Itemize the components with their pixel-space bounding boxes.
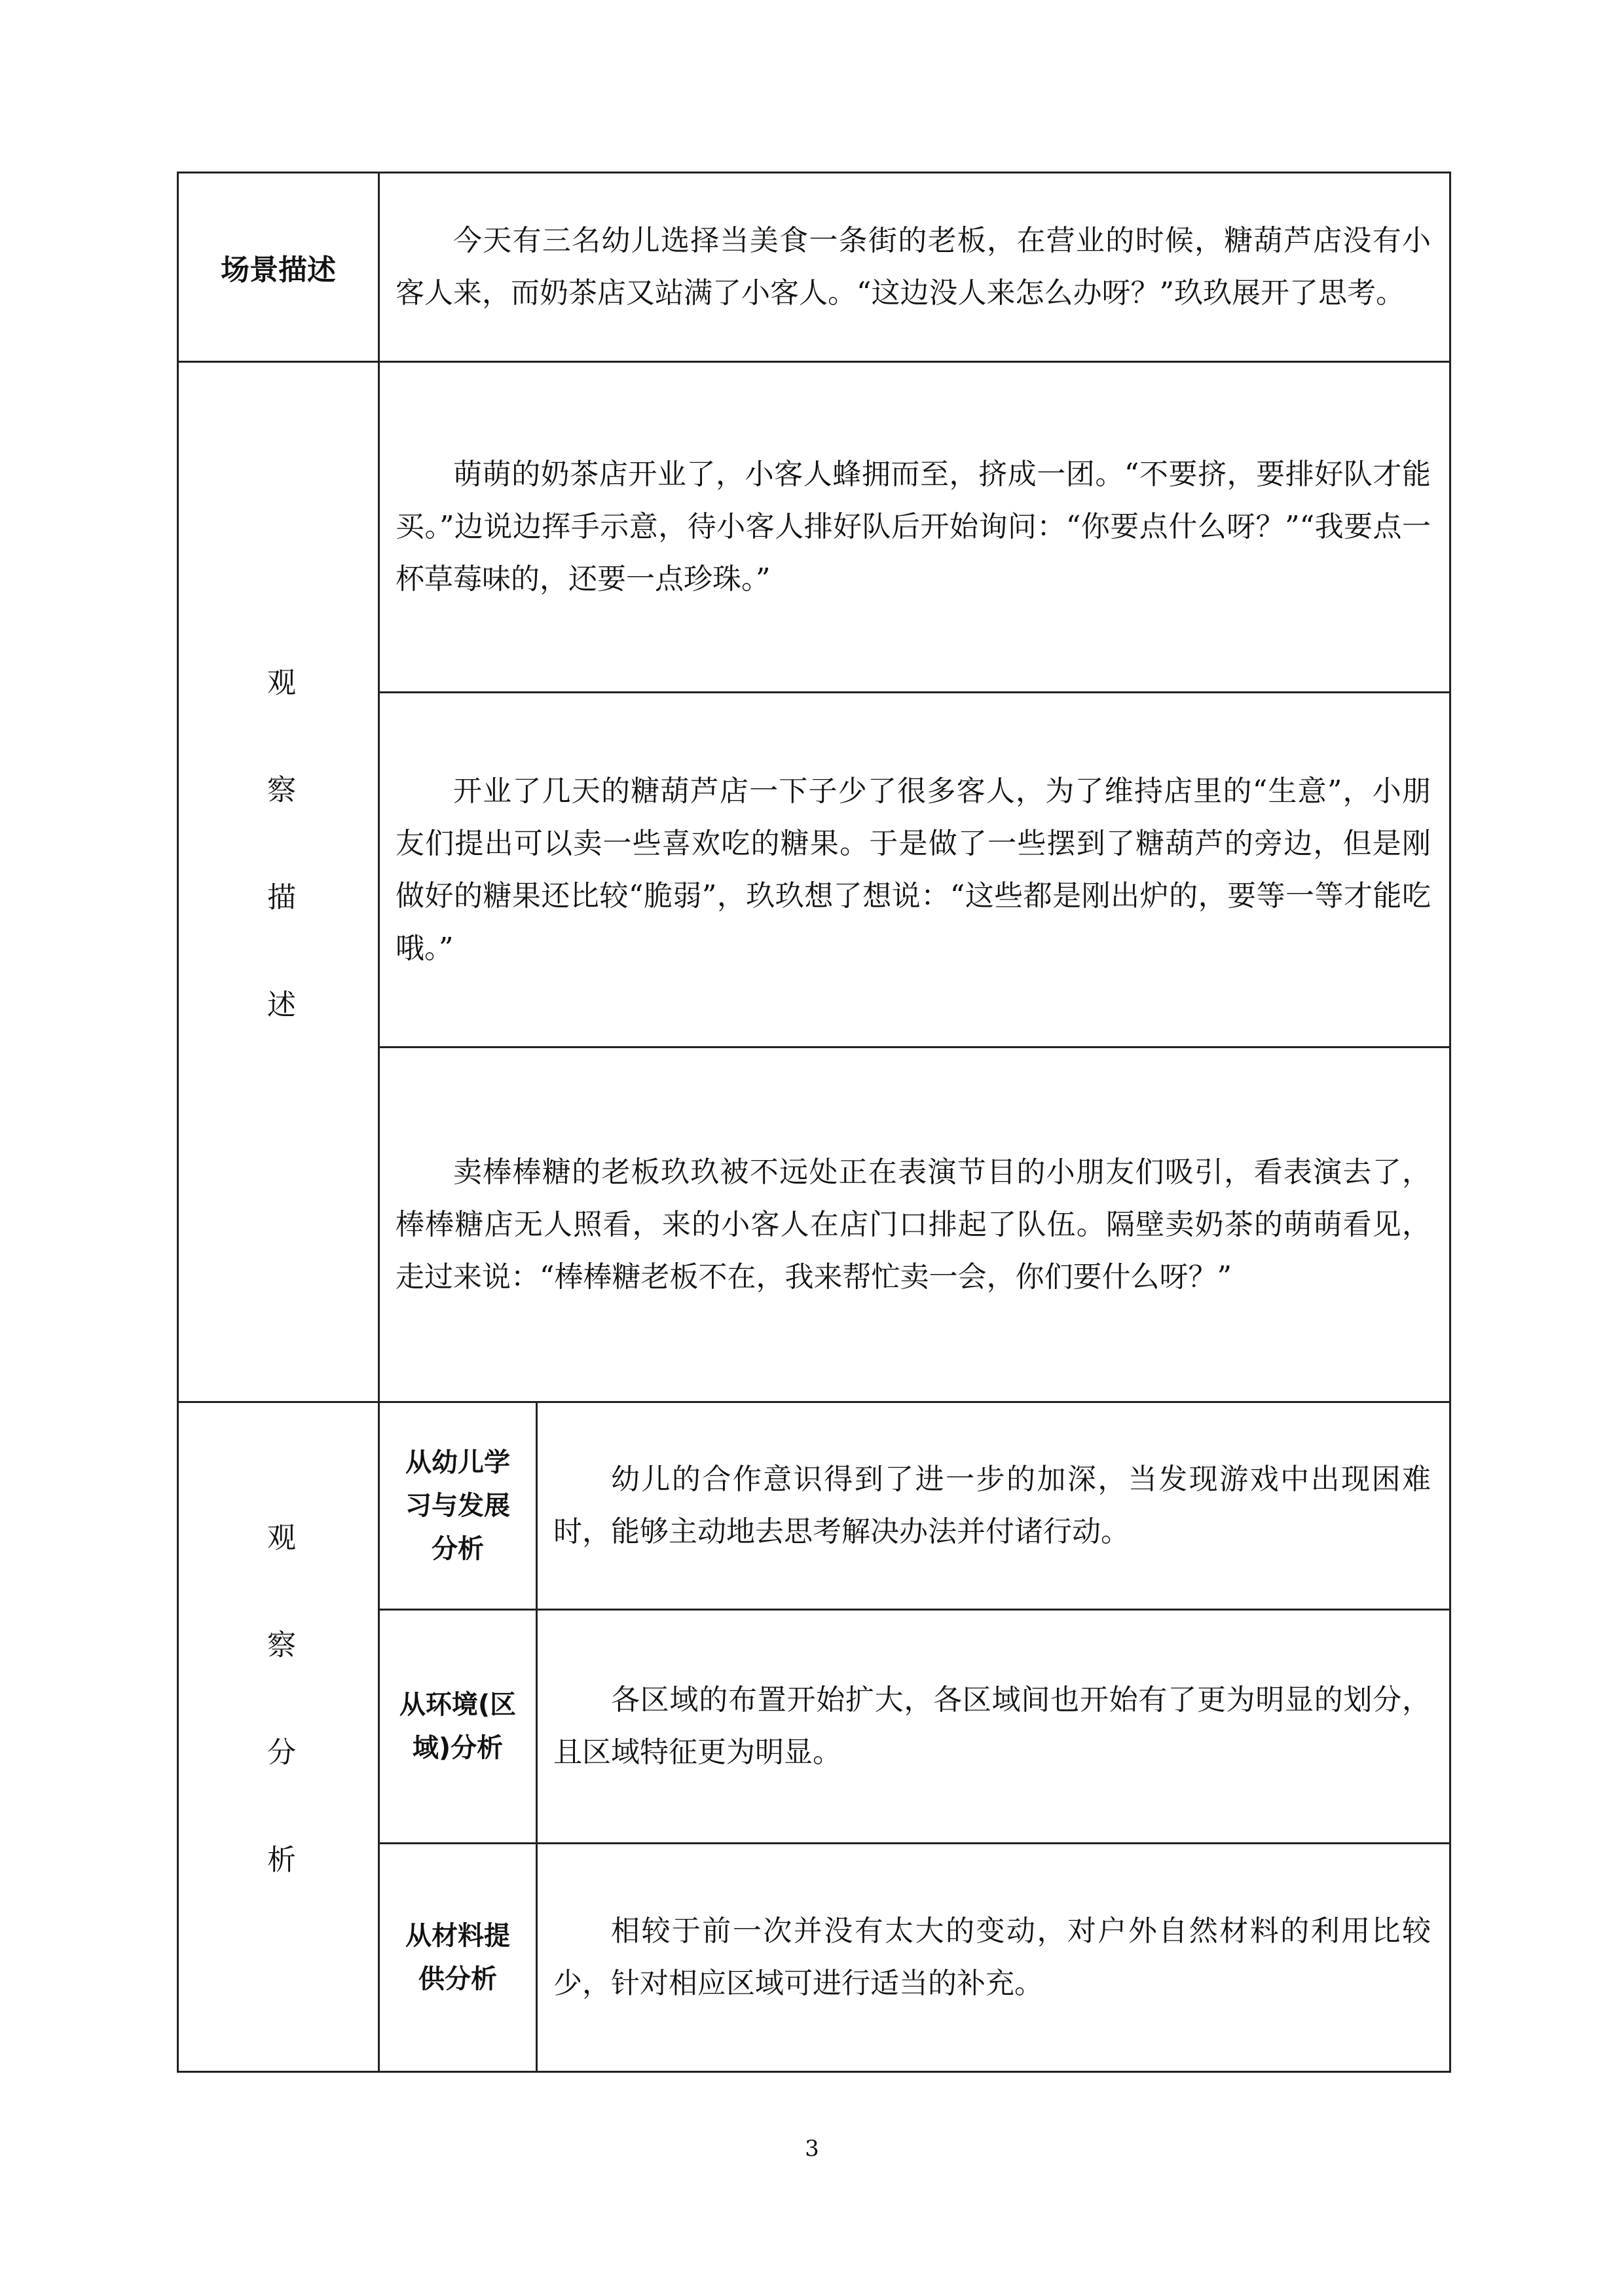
analysis-aspect-2: 从环境(区域)分析: [399, 1690, 517, 1763]
scene-description: 今天有三名幼儿选择当美食一条街的老板，在营业的时候，糖葫芦店没有小客人来，而奶茶店又站满了小客人。“这边没人来怎么办呀？”玖玖展开了思考。: [396, 224, 1431, 310]
observation-item-2: 开业了几天的糖葫芦店一下子少了很多客人，为了维持店里的“生意”，小朋友们提出可以卖一些喜欢吃的糖果。于是做了一些摆到了糖葫芦的旁边，但是刚做好的糖果还比较“脆弱”，玖玖想了想说：“这些都是刚出炉的，要等一等才能吃哦。”: [396, 774, 1431, 965]
analysis-label-cell: [179, 1403, 378, 2071]
analysis-label: 观察分析: [262, 1522, 295, 1952]
analysis-text-3: 相较于前一次并没有太大的变动，对户外自然材料的利用比较少，针对相应区域可进行适当的补充。: [553, 1914, 1431, 2000]
observation-item-3: 卖棒棒糖的老板玖玖被不远处正在表演节目的小朋友们吸引，看表演去了，棒棒糖店无人照看，来的小客人在店门口排起了队伍。隔壁卖奶茶的萌萌看见，走过来说：“棒棒糖老板不在，我来帮忙卖一会，你们要什么呀？”: [396, 1155, 1431, 1294]
scene-text-cell: [380, 173, 1449, 361]
analysis-aspect-cell-2: [380, 1611, 536, 1842]
analysis-text-1: 幼儿的合作意识得到了进一步的加深，当发现游戏中出现困难时，能够主动地去思考解决办法并付诸行动。: [553, 1463, 1431, 1548]
scene-label-cell: [179, 173, 378, 361]
observation-label-cell: [179, 363, 378, 1401]
analysis-text-cell-2: [538, 1611, 1449, 1842]
page-number: 3: [805, 2136, 819, 2162]
analysis-aspect-cell-1: [380, 1403, 536, 1609]
analysis-aspect-1: 从幼儿学习与发展分析: [405, 1448, 510, 1564]
scene-label: 场景描述: [221, 253, 336, 287]
analysis-text-cell-3: [538, 1844, 1449, 2071]
analysis-aspect-3: 从材料提供分析: [405, 1921, 510, 1994]
observation-item-cell-1: [380, 363, 1449, 691]
observation-item-1: 萌萌的奶茶店开业了，小客人蜂拥而至，挤成一团。“不要挤，要排好队才能买。”边说边挥手示意，待小客人排好队后开始询问：“你要点什么呀？”“我要点一杯草莓味的，还要一点珍珠。”: [396, 458, 1431, 596]
analysis-text-cell-1: [538, 1403, 1449, 1609]
observation-label: 观察描述: [262, 667, 295, 1097]
analysis-text-2: 各区域的布置开始扩大，各区域间也开始有了更为明显的划分，且区域特征更为明显。: [553, 1683, 1431, 1769]
observation-item-cell-2: [380, 693, 1449, 1046]
analysis-aspect-cell-3: [380, 1844, 536, 2071]
observation-item-cell-3: [380, 1048, 1449, 1401]
